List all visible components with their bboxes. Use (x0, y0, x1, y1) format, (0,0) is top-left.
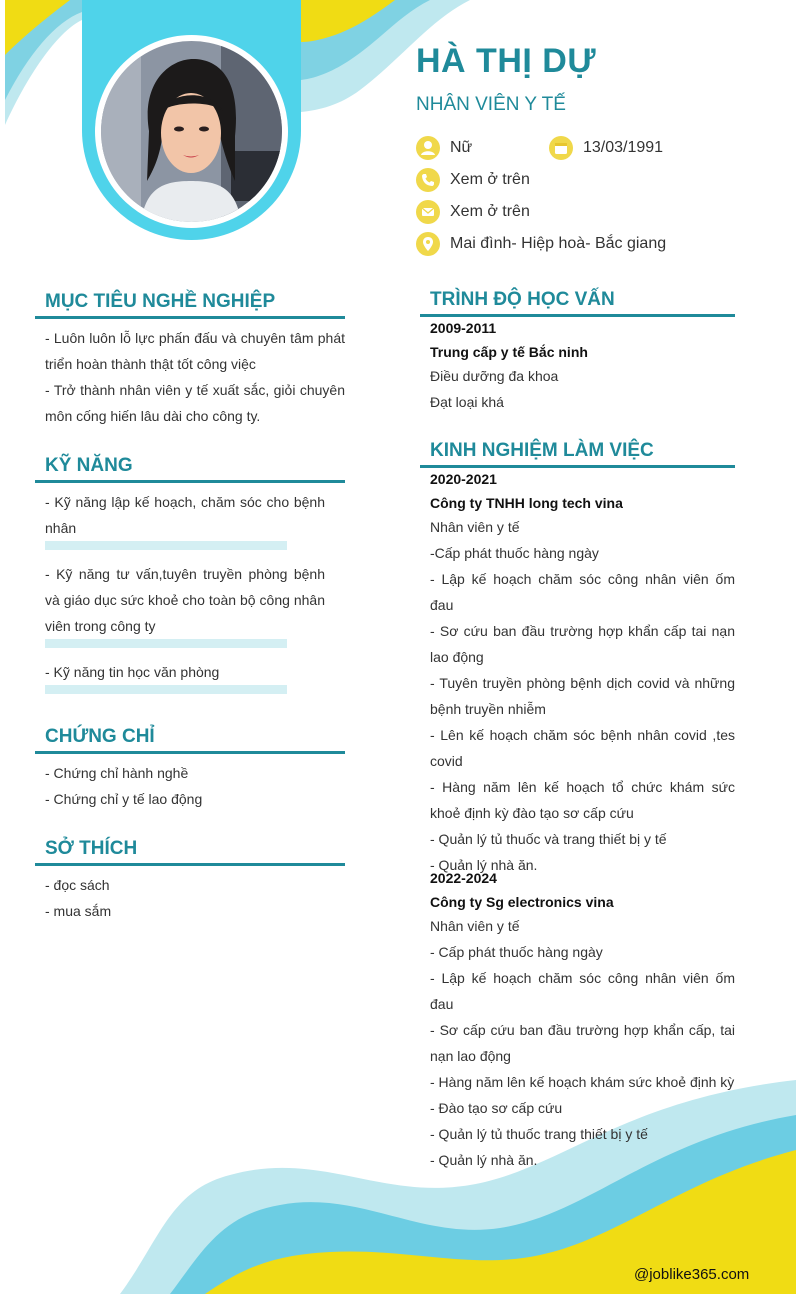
skill-level-bar (45, 685, 287, 694)
skill-item: - Kỹ năng tư vấn,tuyên truyền phòng bệnh và giáo dục sức khoẻ cho toàn bộ công nhân viên trong công ty (45, 566, 325, 634)
candidate-name: HÀ THỊ DỰ (416, 42, 597, 80)
job-block (430, 866, 735, 1173)
job-duty: - Sơ cứu ban đầu trường hợp khẩn cấp tai nạn lao động (430, 623, 735, 665)
objective-heading: MỤC TIÊU NGHỀ NGHIỆP (45, 291, 276, 312)
skill-item: - Kỹ năng tin học văn phòng (45, 664, 220, 680)
job-duty: -Cấp phát thuốc hàng ngày (430, 545, 599, 561)
job-duty: - Quản lý tủ thuốc trang thiết bị y tế (430, 1126, 648, 1142)
job-duty: - Lập kế hoạch chăm sóc công nhân viên ốm đau (430, 571, 735, 613)
objective-text (45, 325, 345, 429)
footer-brand: @joblike365.com (634, 1266, 750, 1283)
job-period: 2020-2021 (430, 471, 497, 487)
phone-info (416, 168, 530, 192)
job-title: NHÂN VIÊN Y TẾ (416, 94, 566, 115)
hobbies-divider (35, 863, 345, 866)
job-duty: - Hàng năm lên kế hoạch khám sức khoẻ định kỳ (430, 1074, 735, 1090)
address-value: Mai đình- Hiệp hoà- Bắc giang (450, 235, 667, 252)
dob-value: 13/03/1991 (583, 139, 664, 156)
calendar-icon (549, 136, 573, 160)
job-duty: - Tuyên truyền phòng bệnh dịch covid và những bệnh truyền nhiễm (430, 675, 735, 717)
gender-info (416, 136, 472, 160)
certificate-item: - Chứng chỉ hành nghề (45, 765, 189, 781)
job-company: Công ty Sg electronics vina (430, 894, 614, 910)
skills-divider (35, 480, 345, 483)
hobby-item: - đọc sách (45, 877, 110, 893)
objective-line: - Luôn luôn lỗ lực phấn đấu và chuyên tâm phát triển hoàn thành thật tốt công việc (45, 330, 345, 372)
job-position: Nhân viên y tế (430, 519, 520, 535)
education-block (430, 316, 735, 415)
job-position: Nhân viên y tế (430, 918, 520, 934)
job-duty: - Quản lý nhà ăn. (430, 1152, 538, 1168)
job-company: Công ty TNHH long tech vina (430, 495, 623, 511)
profile-photo (101, 41, 282, 222)
hobbies-list (45, 872, 345, 924)
certificates-list (45, 760, 345, 812)
job-duty: - Quản lý tủ thuốc và trang thiết bị y tế (430, 831, 667, 847)
education-grade: Đạt loại khá (430, 394, 504, 410)
skill-level-bar (45, 639, 287, 648)
education-heading: TRÌNH ĐỘ HỌC VẤN (430, 289, 615, 310)
email-info (416, 200, 530, 224)
certificates-divider (35, 751, 345, 754)
skill-item: - Kỹ năng lập kế hoạch, chăm sóc cho bệnh nhân (45, 494, 325, 536)
certificate-item: - Chứng chỉ y tế lao động (45, 791, 203, 807)
objective-line: - Trở thành nhân viên y tế xuất sắc, giỏi chuyên môn cống hiến lâu dài cho công ty. (45, 382, 345, 424)
location-icon (416, 232, 440, 256)
mail-icon (416, 200, 440, 224)
job-duty: - Quản lý nhà ăn. (430, 857, 538, 873)
job-duty: - Sơ cấp cứu ban đầu trường hợp khẩn cấp, tai nạn lao động (430, 1022, 735, 1064)
job-period: 2022-2024 (430, 870, 497, 886)
phone-value: Xem ở trên (450, 171, 530, 188)
education-school: Trung cấp y tế Bắc ninh (430, 344, 588, 360)
gender-value: Nữ (450, 139, 473, 156)
job-duty: - Lên kế hoạch chăm sóc bệnh nhân covid ,tes covid (430, 727, 735, 769)
job-duty: - Hàng năm lên kế hoạch tổ chức khám sức khoẻ định kỳ đào tạo sơ cấp cứu (430, 779, 735, 821)
hobbies-heading: SỞ THÍCH (45, 838, 138, 859)
job-duty: - Đào tạo sơ cấp cứu (430, 1100, 563, 1116)
skills-heading: KỸ NĂNG (45, 455, 133, 476)
job-duty: - Lập kế hoạch chăm sóc công nhân viên ốm đau (430, 970, 735, 1012)
address-info (416, 232, 666, 256)
phone-icon (416, 168, 440, 192)
dob-info (549, 136, 663, 160)
email-value: Xem ở trên (450, 203, 530, 220)
job-duty: - Cấp phát thuốc hàng ngày (430, 944, 603, 960)
job-block (430, 467, 735, 878)
certificates-heading: CHỨNG CHỈ (45, 726, 155, 747)
education-major: Điều dưỡng đa khoa (430, 368, 559, 384)
hobby-item: - mua sắm (45, 903, 112, 919)
objective-divider (35, 316, 345, 319)
skill-level-bar (45, 541, 287, 550)
experience-heading: KINH NGHIỆM LÀM VIỆC (430, 440, 654, 461)
user-icon (416, 136, 440, 160)
education-period: 2009-2011 (430, 320, 497, 336)
